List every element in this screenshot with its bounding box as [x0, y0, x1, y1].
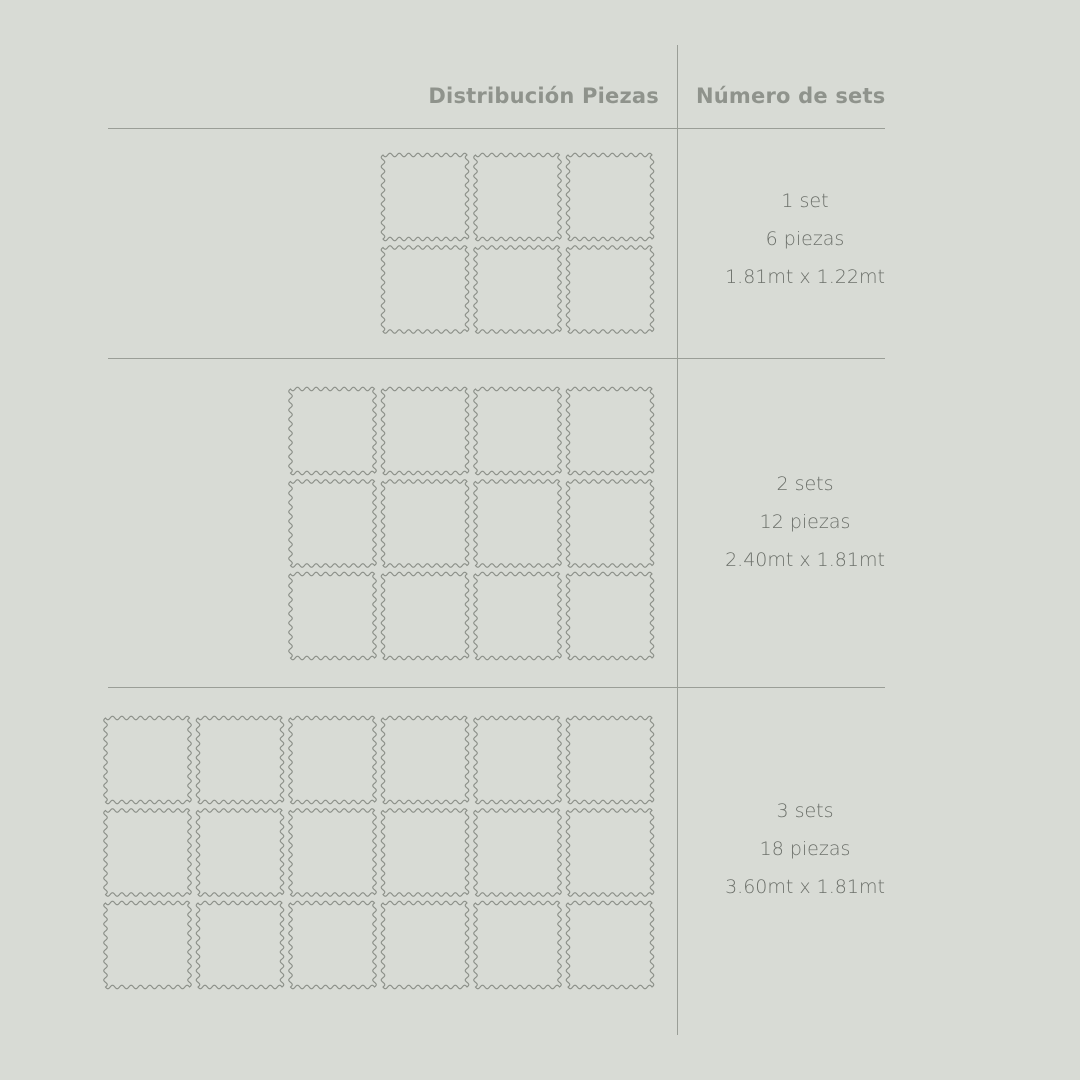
header-distribution: Distribución Piezas [428, 84, 659, 108]
row-divider [108, 687, 885, 688]
puzzle-tile [381, 387, 468, 474]
column-divider [677, 45, 678, 1035]
puzzle-tile [566, 480, 653, 567]
puzzle-tile [474, 153, 561, 240]
puzzle-tile [381, 153, 468, 240]
row-divider [108, 358, 885, 359]
puzzle-tile [196, 809, 283, 896]
puzzle-tile [381, 480, 468, 567]
puzzle-tile [566, 153, 653, 240]
puzzle-tile [289, 572, 376, 659]
sets-count: 3 sets [776, 800, 834, 822]
puzzle-tile [289, 809, 376, 896]
area-size: 2.40mt x 1.81mt [725, 549, 885, 571]
puzzle-tile [474, 716, 561, 803]
puzzle-tile [381, 716, 468, 803]
header-divider [108, 128, 885, 129]
header-number-of-sets: Número de sets [696, 84, 886, 108]
puzzle-tile [289, 901, 376, 988]
area-size: 3.60mt x 1.81mt [725, 876, 885, 898]
sets-count: 1 set [781, 190, 829, 212]
puzzle-tile [566, 572, 653, 659]
puzzle-tile [474, 387, 561, 474]
puzzle-tile [289, 387, 376, 474]
puzzle-tile [289, 716, 376, 803]
puzzle-tile [474, 901, 561, 988]
puzzle-tile [196, 901, 283, 988]
sets-count: 2 sets [776, 473, 834, 495]
puzzle-tile [381, 572, 468, 659]
puzzle-tile [381, 246, 468, 333]
pieces-count: 6 piezas [765, 228, 845, 250]
puzzle-tile [381, 901, 468, 988]
row-info-3 [700, 792, 910, 906]
area-size: 1.81mt x 1.22mt [725, 266, 885, 288]
row-info-2 [700, 465, 910, 579]
puzzle-tile [104, 716, 191, 803]
puzzle-tile [196, 716, 283, 803]
puzzle-tile [566, 387, 653, 474]
puzzle-tile [474, 246, 561, 333]
row-info-1 [700, 182, 910, 296]
pieces-count: 18 piezas [759, 838, 851, 860]
puzzle-tile [566, 246, 653, 333]
puzzle-tile [381, 809, 468, 896]
puzzle-tile [566, 716, 653, 803]
puzzle-tile [566, 901, 653, 988]
puzzle-tile [474, 572, 561, 659]
puzzle-tile [104, 809, 191, 896]
pieces-count: 12 piezas [759, 511, 851, 533]
puzzle-tile [104, 901, 191, 988]
puzzle-tile [474, 480, 561, 567]
puzzle-tile [289, 480, 376, 567]
puzzle-tile [566, 809, 653, 896]
puzzle-tile [474, 809, 561, 896]
